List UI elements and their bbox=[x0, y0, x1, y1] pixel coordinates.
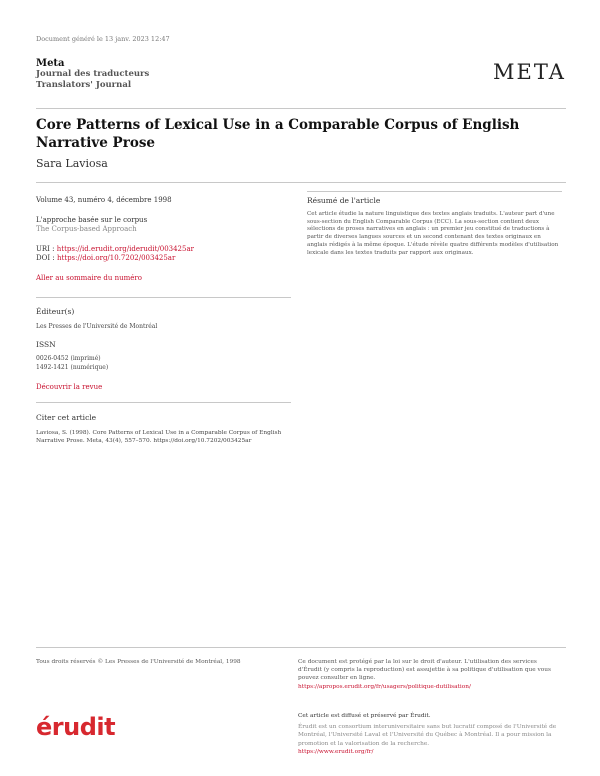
consortium-text: Érudit est un consortium interuniversitaire sans but lucratif composé de l'Université de Montréal, l'Université Laval et l'Université du Québec à Montréal. Il a pour mission la promotion et la valorisation de la recherche. bbox=[298, 724, 557, 747]
policy-link[interactable]: https://apropos.erudit.org/fr/usagers/politique-dutilisation/ bbox=[298, 683, 471, 690]
uri-line bbox=[36, 245, 291, 255]
doi-line bbox=[36, 254, 291, 264]
divider bbox=[36, 402, 291, 403]
journal-subtitle-fr: Journal des traducteurs bbox=[36, 69, 150, 79]
journal-info bbox=[36, 58, 149, 91]
abstract-text: Cet article étudie la nature linguistique des textes anglais traduits. L'auteur part d'une sous-section du English Comparable Corpus (ECC). La sous-section contient deux sélections de proses narratives en anglais : un premier jeu constitué de traductions à partir de diverses langues sources et un second contenant des textes originaux en anglais rédigés à la même époque. L'étude révèle quatre différents modèles d'utilisation lexicale dans les textes traduits par rapport aux originaux. bbox=[307, 211, 559, 256]
toc-link[interactable]: Aller au sommaire du numéro bbox=[36, 273, 142, 282]
journal-subtitle-en: Translators' Journal bbox=[36, 80, 132, 90]
volume-info: Volume 43, numéro 4, décembre 1998 bbox=[36, 196, 172, 204]
article-title: Core Patterns of Lexical Use in a Comparable Corpus of English Narrative Prose bbox=[36, 117, 520, 151]
issn-heading: ISSN bbox=[36, 340, 56, 349]
publisher-heading: Éditeur(s) bbox=[36, 307, 75, 316]
issn-print: 0026-0452 (imprimé) bbox=[36, 355, 101, 362]
abstract-heading: Résumé de l'article bbox=[307, 196, 381, 205]
doi-link[interactable]: https://doi.org/10.7202/003425ar bbox=[56, 254, 176, 262]
erudit-link[interactable]: https://www.erudit.org/fr/ bbox=[298, 748, 374, 755]
meta-logo: META bbox=[493, 60, 566, 84]
protection-block bbox=[298, 658, 560, 691]
divider bbox=[36, 182, 566, 183]
generated-date: Document généré le 13 janv. 2023 12:47 bbox=[36, 35, 170, 43]
section-title: L'approche basée sur le corpus bbox=[36, 215, 148, 224]
cite-heading: Citer cet article bbox=[36, 413, 97, 422]
discover-journal-link[interactable]: Découvrir la revue bbox=[36, 383, 103, 391]
left-column bbox=[36, 196, 291, 283]
journal-name: Meta bbox=[36, 58, 65, 69]
issn-values bbox=[36, 355, 108, 372]
divider bbox=[36, 297, 291, 298]
publisher-name: Les Presses de l'Université de Montréal bbox=[36, 323, 158, 330]
erudit-block bbox=[298, 712, 560, 756]
issn-digital: 1492-1421 (numérique) bbox=[36, 363, 109, 371]
divider bbox=[307, 191, 562, 192]
protection-text: Ce document est protégé par la loi sur le droit d'auteur. L'utilisation des services d'Érudit (y compris la reproduction) est assujettie à sa politique d'utilisation que vous pouvez consulter en ligne. bbox=[298, 659, 551, 682]
diffused-text: Cet article est diffusé et préservé par Érudit. bbox=[298, 713, 431, 719]
uri-link[interactable]: https://id.erudit.org/iderudit/003425ar bbox=[56, 244, 194, 253]
doi-label: DOI : bbox=[36, 254, 57, 262]
uri-label: URI : bbox=[36, 244, 57, 253]
erudit-logo: érudit bbox=[36, 713, 116, 741]
divider bbox=[36, 108, 566, 109]
citation-text: Laviosa, S. (1998). Core Patterns of Lexical Use in a Comparable Corpus of English Narrative Prose. Meta, 43(4), 557–570. https://doi.org/10.7202/003425ar bbox=[36, 430, 282, 445]
article-author: Sara Laviosa bbox=[36, 157, 108, 170]
divider bbox=[36, 647, 566, 648]
section-title-en: The Corpus-based Approach bbox=[36, 225, 137, 233]
rights-text: Tous droits réservés © Les Presses de l'Université de Montréal, 1998 bbox=[36, 659, 241, 665]
